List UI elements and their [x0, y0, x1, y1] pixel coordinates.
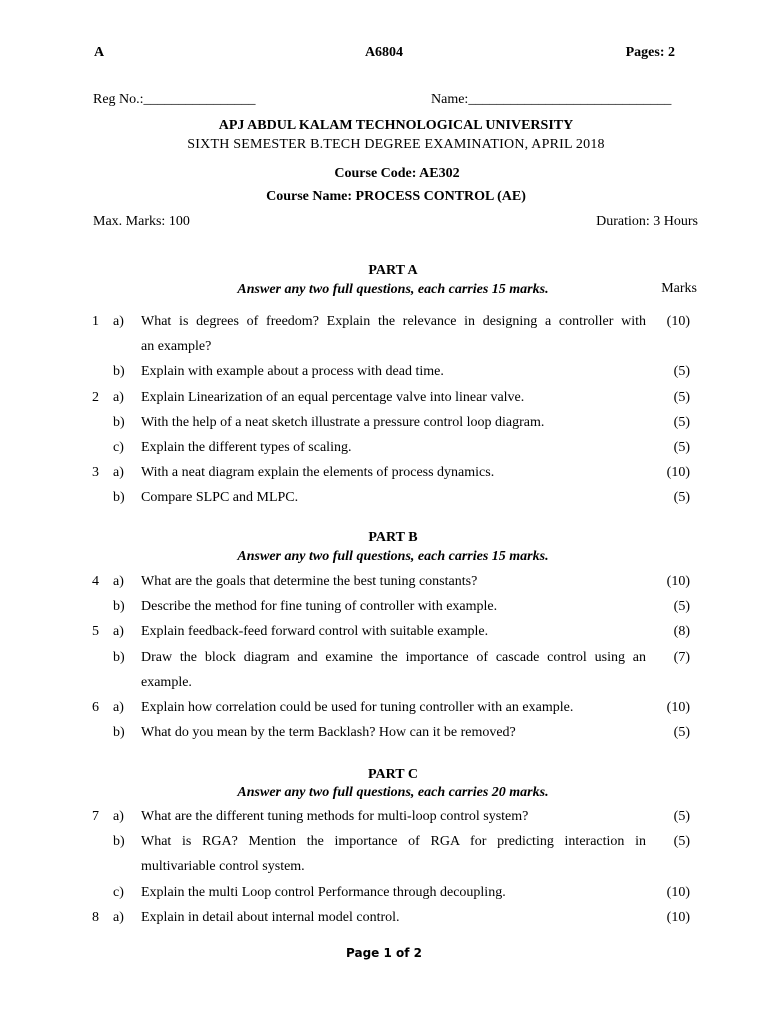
course-code-label: Course Code:	[334, 166, 420, 181]
question-marks: (5)	[673, 364, 690, 380]
sub-question-label: c)	[113, 884, 124, 900]
page-count: Pages: 2	[625, 45, 675, 60]
duration: Duration: 3 Hours	[596, 214, 698, 229]
part-b-title: PART B	[368, 530, 418, 545]
question-text: multivariable control system.	[141, 859, 305, 875]
question-row	[0, 462, 768, 484]
part-c-title: PART C	[368, 767, 418, 782]
question-text: Explain with example about a process with dead time.	[141, 364, 444, 380]
question-text: Draw the block diagram and examine the importance of cascade control using an	[141, 649, 646, 665]
question-text: Explain the multi Loop control Performance through decoupling.	[141, 884, 506, 900]
question-marks: (5)	[673, 809, 690, 824]
question-row	[0, 361, 768, 383]
exam-title: SIXTH SEMESTER B.TECH DEGREE EXAMINATION, APRIL 2018	[187, 137, 605, 152]
question-row	[0, 806, 768, 828]
sub-question-label: b)	[113, 414, 125, 430]
question-text: Explain Linearization of an equal percentage valve into linear valve.	[141, 389, 525, 405]
sub-question-label: a)	[113, 314, 124, 329]
question-number: 1	[92, 314, 99, 329]
sub-question-label: a)	[113, 809, 124, 824]
question-marks: (5)	[673, 599, 690, 615]
sub-question-label: a)	[113, 465, 124, 481]
question-text: Explain how correlation could be used for tuning controller with an example.	[141, 700, 574, 715]
part-b-instruction: Answer any two full questions, each carries 15 marks.	[237, 549, 549, 564]
question-text: What are the goals that determine the best tuning constants?	[141, 574, 478, 589]
question-row	[0, 412, 768, 434]
reg-no-field: Reg No.:________________	[93, 92, 256, 107]
paper-code: A6804	[364, 45, 404, 60]
question-text: Explain in detail about internal model control.	[141, 909, 400, 925]
course-code	[334, 166, 459, 182]
sub-question-label: a)	[113, 574, 124, 589]
question-row	[0, 672, 768, 694]
sub-question-label: b)	[113, 490, 125, 506]
question-text: Explain the different types of scaling.	[141, 440, 352, 455]
question-row	[0, 882, 768, 904]
question-row	[0, 311, 768, 333]
question-number: 7	[92, 809, 99, 824]
sub-question-label: a)	[113, 624, 124, 640]
question-marks: (5)	[673, 490, 690, 506]
sub-question-label: b)	[113, 834, 125, 850]
university-title: APJ ABDUL KALAM TECHNOLOGICAL UNIVERSITY	[218, 118, 574, 133]
part-c-instruction: Answer any two full questions, each carries 20 marks.	[237, 785, 549, 800]
question-marks: (5)	[673, 414, 690, 430]
sub-question-label: a)	[113, 700, 124, 715]
marks-column-header: Marks	[661, 281, 697, 296]
question-marks: (10)	[666, 884, 690, 900]
question-row	[0, 697, 768, 719]
question-row	[0, 437, 768, 459]
question-marks: (10)	[666, 314, 690, 329]
course-name-label: Course Name:	[266, 189, 356, 204]
question-text: What are the different tuning methods for multi-loop control system?	[141, 809, 529, 824]
part-a-title: PART A	[368, 263, 418, 278]
question-row	[0, 647, 768, 669]
question-row	[0, 621, 768, 643]
course-code-value: AE302	[419, 166, 460, 181]
part-a-instruction: Answer any two full questions, each carries 15 marks.	[237, 282, 549, 297]
question-text: What is degrees of freedom? Explain the relevance in designing a controller with	[141, 314, 646, 329]
question-text: With a neat diagram explain the elements of process dynamics.	[141, 465, 495, 481]
question-row	[0, 596, 768, 618]
question-text: What do you mean by the term Backlash? How can it be removed?	[141, 725, 516, 741]
question-number: 2	[92, 389, 99, 405]
question-row	[0, 907, 768, 929]
question-marks: (7)	[673, 649, 690, 665]
question-marks: (10)	[666, 574, 690, 589]
question-text: example.	[141, 674, 192, 690]
question-number: 4	[92, 574, 99, 589]
question-row	[0, 856, 768, 878]
course-name	[266, 189, 526, 205]
question-row	[0, 571, 768, 593]
question-text: What is RGA? Mention the importance of RGA for predicting interaction in	[141, 834, 646, 850]
sub-question-label: a)	[113, 909, 124, 925]
question-row	[0, 487, 768, 509]
question-row	[0, 336, 768, 358]
sub-question-label: b)	[113, 649, 125, 665]
question-number: 3	[92, 465, 99, 481]
question-text: Describe the method for fine tuning of controller with example.	[141, 599, 498, 615]
name-field: Name:_____________________________	[431, 92, 672, 107]
set-letter: A	[94, 45, 105, 60]
page-footer: Page 1 of 2	[346, 946, 422, 960]
sub-question-label: a)	[113, 389, 124, 405]
question-marks: (10)	[666, 700, 690, 715]
question-text: Explain feedback-feed forward control with suitable example.	[141, 624, 489, 640]
question-row	[0, 387, 768, 409]
question-row	[0, 831, 768, 853]
question-text: With the help of a neat sketch illustrate a pressure control loop diagram.	[141, 414, 545, 430]
question-marks: (5)	[673, 725, 690, 741]
question-text: Compare SLPC and MLPC.	[141, 490, 299, 506]
question-text: an example?	[141, 339, 212, 355]
sub-question-label: b)	[113, 364, 125, 380]
course-name-value: PROCESS CONTROL (AE)	[355, 189, 526, 204]
question-marks: (5)	[673, 389, 690, 405]
sub-question-label: b)	[113, 599, 125, 615]
question-number: 8	[92, 909, 99, 925]
question-marks: (5)	[673, 834, 690, 850]
question-number: 5	[92, 624, 99, 640]
max-marks: Max. Marks: 100	[93, 214, 190, 229]
question-row	[0, 722, 768, 744]
question-marks: (10)	[666, 465, 690, 481]
question-marks: (5)	[673, 440, 690, 455]
question-number: 6	[92, 700, 99, 715]
question-marks: (8)	[673, 624, 690, 640]
sub-question-label: c)	[113, 440, 124, 455]
sub-question-label: b)	[113, 725, 125, 741]
question-marks: (10)	[666, 909, 690, 925]
